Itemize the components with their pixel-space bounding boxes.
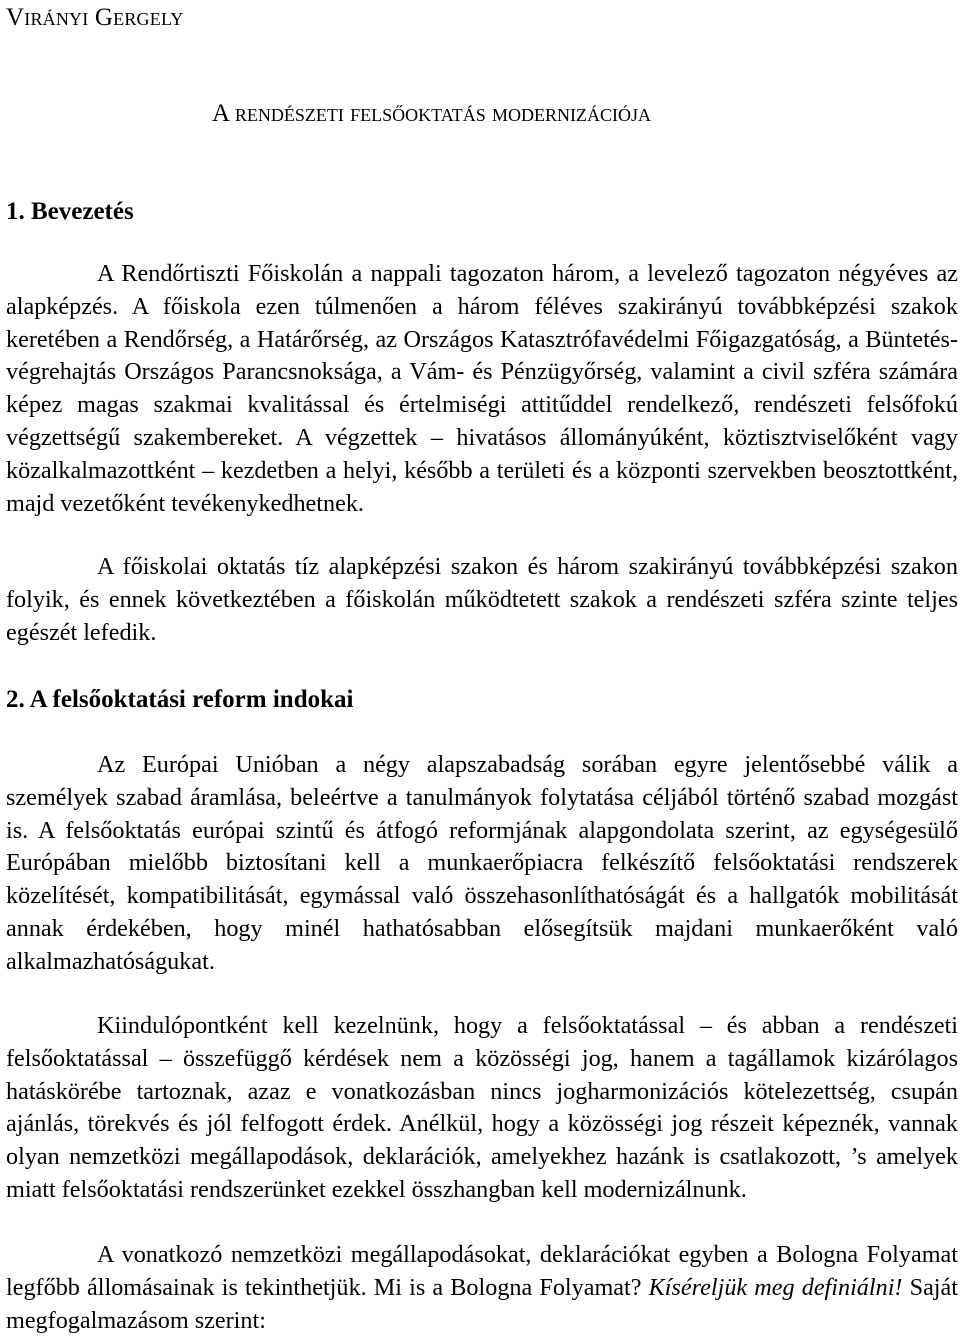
section-heading-reform-reasons: 2. A felsőoktatási reform indokai: [6, 686, 354, 713]
italic-sentence: Kíséreljük meg definiálni!: [648, 1273, 903, 1301]
author-name: Virányi Gergely: [6, 4, 184, 31]
paragraph: Kiindulópontként kell kezelnünk, hogy a felsőoktatással – és abban a rendészeti felsőoktatással – összefüggő kérdések nem a közösségi jog, hanem a tagállamok kizárólagos hatáskörébe tartoznak, azaz e vonatkozásban nincs jogharmonizációs kötelezettség, csupán ajánlás, törekvés és jól felfogott érdek. Anélkül, hogy a közösségi jog részeit képeznék, vannak olyan nemzetközi megállapodások, deklarációk, amelyekhez hazánk is csatlakozott, ’s amelyek miatt felsőoktatási rendszerünket ezekkel összhangban kell modernizálnunk.: [6, 1012, 958, 1203]
paragraph: A Rendőrtiszti Főiskolán a nappali tagozaton három, a levelező tagozaton négyéves az alapképzés. A főiskola ezen túlmenően a három féléves szakirányú továbbképzési szakok keretében a Rendőrség, a Határőrség, az Országos Katasztrófavédelmi Főigazgatóság, a Büntetés-végrehajtás Országos Parancsnoksága, a Vám- és Pénzügyőrség, valamint a civil szféra számára képez magas szakmai kvalitással és értelmiségi attitűddel rendelkező, rendészeti felsőfokú végzettségű szakembereket. A végzettek – hivatásos állományúként, köztisztviselőként vagy közalkalmazottként – kezdetben a helyi, később a területi és a központi szervekben beosztottként, majd vezetőként tevékenykedhetnek.: [6, 260, 958, 517]
paragraph-text: A vonatkozó nemzetközi megállapodásokat, deklarációkat egyben a Bologna Folyamat legfőbb állomásainak is tekinthetjük. Mi is a Bologna Folyamat?: [6, 1241, 958, 1301]
paragraph: A főiskolai oktatás tíz alapképzési szakon és három szakirányú továbbképzési szakon folyik, és ennek következtében a főiskolán működtetett szakok a rendészeti szféra szinte teljes egészét lefedik.: [6, 553, 958, 646]
paragraph-tail: Saját megfogalmazásom szerint:: [6, 1273, 958, 1334]
document-title: A rendészeti felsőoktatás modernizációja: [212, 100, 651, 127]
section-heading-introduction: 1. Bevezetés: [6, 198, 134, 225]
paragraph: Az Európai Unióban a négy alapszabadság sorában egyre jelentősebbé válik a személyek szabad áramlása, beleértve a tanulmányok folytatása céljából történő szabad mozgást is. A felsőoktatás európai szintű és átfogó reformjának alapgondolata szerint, az egységesülő Európában mielőbb biztosítani kell a munkaerőpiacra felkészítő felsőoktatási rendszerek közelítését, kompatibilitását, egymással való összehasonlíthatóságát és a hallgatók mobilitását annak érdekében, hogy minél hathatósabban elősegítsük majdani munkaerőként való alkalmazhatóságukat.: [6, 751, 958, 975]
paragraph: [6, 1239, 958, 1337]
